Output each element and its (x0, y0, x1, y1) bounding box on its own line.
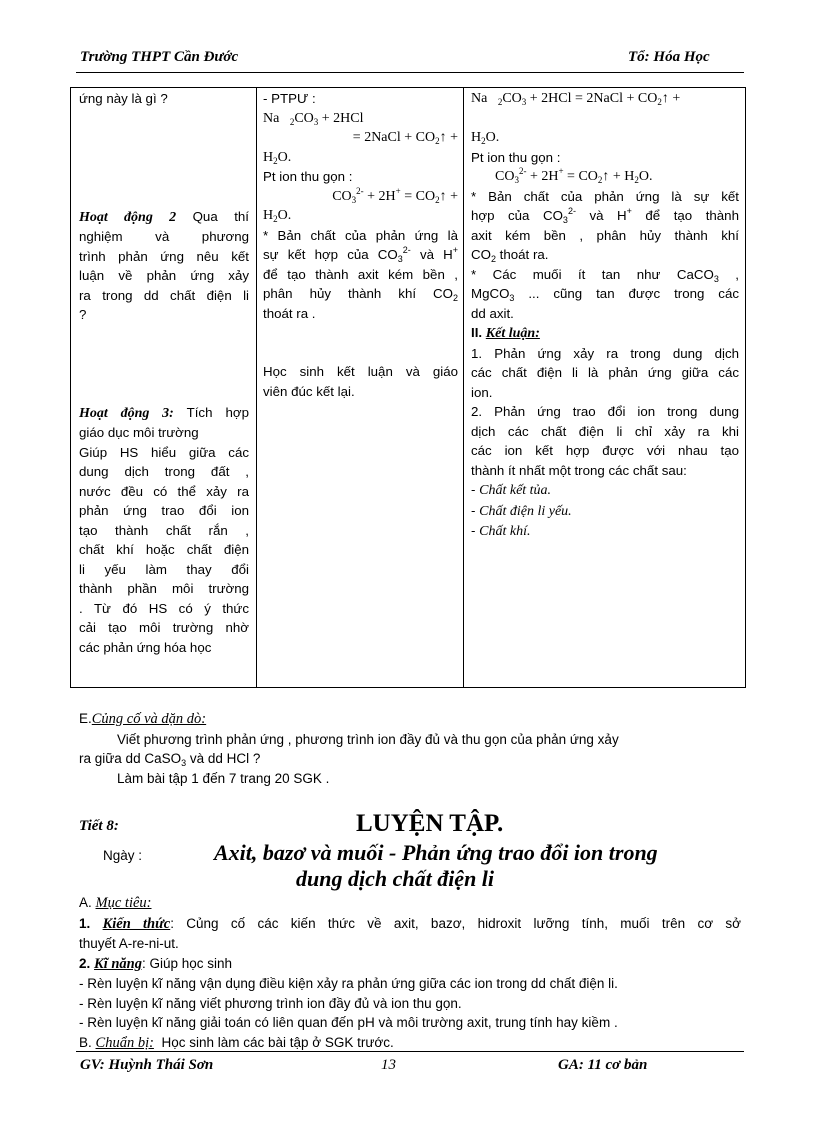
period-label: Tiết 8: (79, 818, 119, 834)
equation-1: Na $_2CO_3 + 2HCl$ (263, 110, 364, 127)
ptpu-label: - PTPƯ : (263, 91, 316, 106)
list-item: - Chất khí. (471, 523, 531, 539)
ionic-equation: $CO_3^{2-} + 2H^+$ = $CO_2↑$ + (332, 185, 458, 205)
page-number: 13 (381, 1057, 396, 1073)
ionic-equation-full: $CO_3^{2-} + 2H^+$ = $CO_2↑ + H_2O$. (495, 166, 653, 185)
conclusion-heading: II. Kết luận: (471, 325, 540, 341)
lesson-plan-label: GA: 11 cơ bản (558, 1057, 648, 1073)
consolidation-section: E.Củng cố và dặn dò: Viết phương trình phản ứng , phương trình ion đầy đủ và thu gọn của phản ứng xảy ra giữa dd CaSO$_3$ và dd HCl ? Làm bài tập 1 đến 7 trang 20 SGK . (79, 709, 739, 788)
lesson-title: LUYỆN TẬP. (356, 810, 504, 837)
department-name: Tổ: Hóa Học (628, 49, 710, 65)
preparation-line: B. Chuẩn bị: Học sinh làm các bài tập ở SGK trước. (79, 1034, 394, 1051)
student-column: - PTPƯ : Na $_2CO_3 + 2HCl$ = 2NaCl + $CO_2↑$ + $H_2O$. Pt ion thu gọn : $CO_3^{2-} + 2H^+$ = $CO_2↑$ + $H_2O$. * Bản chất của phản ứng là sự kết hợp của $CO_3^{2-}$ và H+ để tạo thành axit kém bền , phân hủy thành khí $CO_2$ thoát ra . Học sinh kết luận và giáo viên đúc kết lại. (263, 91, 459, 399)
content-column: Na $_2CO_3 + 2HCl$ = 2NaCl + $CO_2↑$ + $H_2O$. Pt ion thu gọn : $CO_3^{2-} + 2H^+$ = $CO_2↑ + H_2O$. * Bản chất của phản ứng là sự kết hợp của $CO_3^{2-}$ và H+ để tạo thành axit kém bền , phân hủy thành khí $CO_2$ thoát ra. * Các muối ít tan như CaCO$_3$ , MgCO$_3$ ... cũng tan được trong các dd axit. II. Kết luận: 1. Phản ứng xảy ra trong dung dịch các chất điện li là phản ứng giữa các ion. 2. Phản ứng trao đổi ion trong dung dịch các chất điện li chỉ xảy ra khi các ion kết hợp được với nhau tạo thành ít nhất một trong các chất sau: - Chất kết tủa. - Chất điện li yếu. - Chất khí. (471, 89, 739, 542)
objectives-section: A. Mục tiêu: 1. Kiến thức: Củng cố các kiến thức về axit, bazơ, hidroxit lưỡng tính, muối trên cơ sở thuyết A-re-ni-ut. 2. Kĩ năng: Giúp học sinh - Rèn luyện kĩ năng vận dụng điều kiện xảy ra phản ứng giữa các ion trong dd chất điện li. - Rèn luyện kĩ năng viết phương trình ion đầy đủ và ion thu gọn. - Rèn luyện kĩ năng giải toán có liên quan đến pH và môi trường axit, trung tính hay kiềm . B. Chuẩn bị: Học sinh làm các bài tập ở SGK trước. (79, 893, 741, 1053)
lesson-table (70, 87, 746, 688)
school-name: Trường THPT Cần Đước (80, 49, 239, 65)
consolidation-heading: E.Củng cố và dặn dò: (79, 711, 207, 727)
activity-2-title: Hoạt động 2 (79, 209, 177, 225)
list-item: - Chất kết tủa. (471, 482, 552, 498)
column-divider (256, 88, 257, 687)
list-item: - Rèn luyện kĩ năng viết phương trình ion đầy đủ và ion thu gọn. (79, 995, 462, 1011)
list-item: - Rèn luyện kĩ năng vận dụng điều kiện xảy ra phản ứng giữa các ion trong dd chất điện li. (79, 976, 618, 991)
activity-column: ứng này là gì ? Hoạt động 2 Qua thí nghiệm và phương trình phản ứng nêu kết luận về phản ứng xảy ra trong dd chất điện li ? Hoạt động 3: Tích hợp giáo dục môi trường Giúp HS hiểu giữa các dung dịch trong đất , nước đều có thể xảy ra phản ứng trao đổi ion tạo thành chất rắn , chất khí hoặc chất điện li yếu làm thay đổi thành phần môi trường . Từ đó HS có ý thức cải tạo môi trường nhờ các phản ứng hóa học (79, 91, 249, 655)
list-item: - Rèn luyện kĩ năng giải toán có liên quan đến pH và môi trường axit, trung tính hay kiềm . (79, 1015, 618, 1030)
question-text: ứng này là gì ? (79, 91, 168, 106)
header-rule (76, 72, 744, 73)
ionic-equation-label: Pt ion thu gọn : (263, 169, 353, 184)
date-label: Ngày : (103, 848, 143, 863)
activity-3-title: Hoạt động 3: (79, 405, 174, 421)
column-divider (463, 88, 464, 687)
objectives-heading: A. Mục tiêu: (79, 895, 152, 911)
teacher-name: GV: Huỳnh Thái Sơn (80, 1057, 214, 1073)
list-item: - Chất điện li yếu. (471, 502, 572, 519)
conclusion-note: Học sinh kết luận và giáo (263, 364, 458, 379)
lesson-subtitle: dung dịch chất điện li (296, 866, 495, 891)
equation-full: Na $_2CO_3 + 2HCl$ = 2NaCl + $CO_2↑$ + (471, 91, 681, 107)
footer-rule (76, 1051, 744, 1052)
lesson-subtitle: Axit, bazơ và muối - Phản ứng trao đổi ion trong (214, 840, 658, 865)
